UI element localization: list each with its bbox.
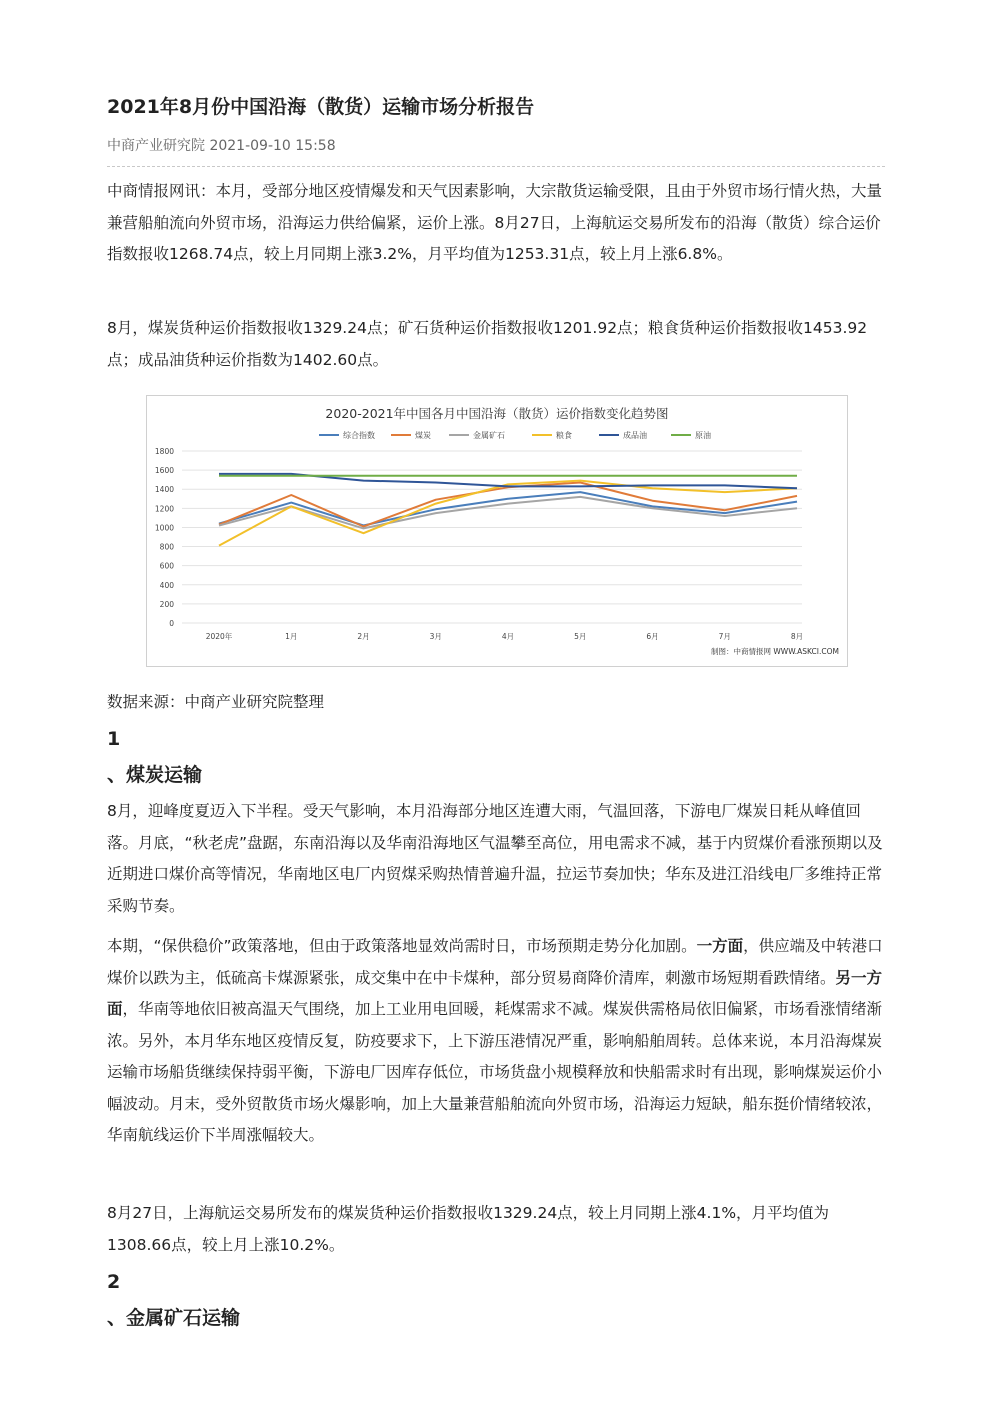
chart-svg	[147, 396, 847, 666]
y-tick-label-5: 1000	[154, 523, 174, 533]
y-tick-label-0: 0	[169, 619, 174, 628]
paragraph-text: 本期，“保供稳价”政策落地，但由于政策落地显效尚需时日，市场预期走势分化加剧。	[107, 937, 697, 955]
x-tick-label-4: 4月	[501, 632, 515, 641]
article-title: 2021年8月份中国沿海（散货）运输市场分析报告	[107, 96, 535, 118]
legend-label-2: 金属矿石	[473, 431, 505, 440]
x-tick-label-6: 6月	[646, 632, 659, 641]
bold-emphasis-1: 一方面	[696, 937, 744, 955]
section-1-paragraph-1: 8月，迎峰度夏迈入下半程。受天气影响，本月沿海部分地区连遭大雨，气温回落，下游电厂煤炭日耗从峰值回落。月底，“秋老虎”盘踞，东南沿海以及华南沿海地区气温攀至高位，用电需求不减，基于内贸煤价看涨预期以及近期进口煤价高等情况，华南地区电厂内贸煤采购热情普遍升温，拉运节奏加快；华东及进江沿线电厂多维持正常采购节奏。	[107, 802, 883, 915]
data-source: 数据来源：中商产业研究院整理	[107, 693, 325, 711]
x-tick-label-0: 2020年	[205, 632, 233, 641]
x-tick-label-3: 3月	[429, 632, 442, 641]
x-tick-label-8: 8月	[790, 632, 804, 641]
legend-label-3: 粮食	[556, 431, 572, 440]
chart-credit: 制图：中商情报网 WWW.ASKCI.COM	[711, 647, 839, 656]
section-2-title: 、金属矿石运输	[107, 1307, 241, 1329]
intro-paragraph-1: 中商情报网讯：本月，受部分地区疫情爆发和天气因素影响，大宗散货运输受限，且由于外贸市场行情火热，大量兼营船舶流向外贸市场，沿海运力供给偏紧，运价上涨。8月27日，上海航运交易所发布的沿海（散货）综合运价指数报收1268.74点，较上月同期上涨3.2%，月平均值为1253.31点，较上月上涨6.8%。	[107, 182, 883, 263]
x-tick-label-2: 2月	[357, 632, 370, 641]
y-tick-label-2: 400	[159, 580, 174, 590]
section-1-number: 1	[107, 728, 121, 750]
intro-paragraph-2: 8月，煤炭货种运价指数报收1329.24点；矿石货种运价指数报收1201.92点；粮食货种运价指数报收1453.92点；成品油货种运价指数为1402.60点。	[107, 319, 868, 369]
section-1-title: 、煤炭运输	[107, 764, 203, 786]
article-meta: 中商产业研究院 2021-09-10 15:58	[107, 138, 336, 154]
series-line-3	[219, 481, 797, 546]
x-tick-label-7: 7月	[718, 632, 731, 641]
y-tick-label-8: 1600	[154, 466, 174, 476]
x-tick-label-1: 1月	[285, 632, 298, 641]
y-tick-label-1: 200	[159, 599, 174, 609]
paragraph-text: ，供应端及中转港口煤价以跌为主，低硫高卡煤源紧张，成交集中在中卡煤种，部分贸易商降价清库，刺激市场短期看跌情绪。	[107, 937, 883, 987]
y-tick-label-6: 1200	[154, 504, 174, 514]
bold-emphasis-2: 另一方面	[107, 968, 883, 1018]
section-1-paragraph-2	[107, 931, 887, 1152]
paragraph-text: ，华南等地依旧被高温天气围绕，加上工业用电回暖，耗煤需求不减。煤炭供需格局依旧偏紧，市场看涨情绪渐浓。另外，本月华东地区疫情反复，防疫要求下，上下游压港情况严重，影响船舶周转。总体来说，本月沿海煤炭运输市场船货继续保持弱平衡，下游电厂因库存低位，市场货盘小规模释放和快船需求时有出现，影响煤炭运价小幅波动。月末，受外贸散货市场火爆影响，加上大量兼营船舶流向外贸市场，沿海运力短缺，船东挺价情绪较浓，华南航线运价下半周涨幅较大。	[107, 1000, 883, 1144]
x-tick-label-5: 5月	[574, 632, 587, 641]
chart-title: 2020-2021年中国各月中国沿海（散货）运价指数变化趋势图	[325, 406, 669, 421]
legend-label-1: 煤炭	[415, 431, 431, 440]
section-2-number: 2	[107, 1271, 121, 1293]
y-tick-label-7: 1400	[154, 485, 174, 495]
y-tick-label-9: 1800	[154, 447, 174, 456]
freight-index-chart	[146, 395, 848, 667]
legend-label-4: 成品油	[623, 431, 647, 440]
legend-label-0: 综合指数	[343, 431, 375, 440]
y-tick-label-4: 800	[159, 542, 174, 552]
section-1-paragraph-3: 8月27日，上海航运交易所发布的煤炭货种运价指数报收1329.24点，较上月同期上涨4.1%，月平均值为1308.66点，较上月上涨10.2%。	[107, 1204, 830, 1254]
divider	[107, 166, 885, 167]
y-tick-label-3: 600	[159, 561, 174, 571]
legend-label-5: 原油	[695, 431, 711, 440]
